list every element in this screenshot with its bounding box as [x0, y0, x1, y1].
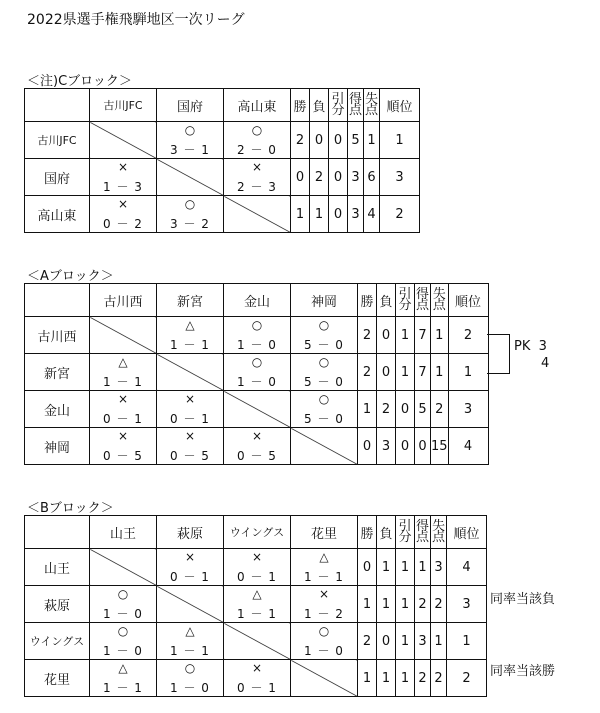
goals-for-cell: 3: [348, 159, 364, 196]
row-header-team: 萩原: [25, 586, 90, 623]
match-result: [224, 354, 290, 390]
col-header-rank: 順位: [448, 284, 488, 317]
match-result: [224, 660, 290, 696]
match-result: [157, 196, 223, 232]
result-mark: ○: [318, 624, 330, 638]
losses-cell: 1: [377, 660, 396, 697]
match-result-cell: [90, 159, 157, 196]
match-score: 0 － 1: [237, 681, 277, 695]
goals-against-cell: 1: [364, 122, 380, 159]
draws-cell: 0: [329, 122, 348, 159]
goals-against-cell: 6: [364, 159, 380, 196]
losses-cell: 0: [310, 122, 329, 159]
draws-cell: 1: [396, 623, 415, 660]
row-header-team: 国府: [25, 159, 90, 196]
pk-bracket: [487, 334, 510, 374]
match-result-cell: [157, 122, 224, 159]
diagonal-cell: [224, 391, 291, 428]
match-score: 1 － 2: [304, 607, 344, 621]
match-score: 0 － 1: [237, 570, 277, 584]
match-result-cell: [291, 354, 358, 391]
match-result: [157, 428, 223, 464]
corner-cell: [25, 516, 90, 549]
match-result: [291, 354, 357, 390]
match-result-cell: [224, 428, 291, 465]
match-result: [224, 159, 290, 195]
match-score: 0 － 5: [103, 449, 143, 463]
match-result: [291, 317, 357, 353]
col-header-loss: 負: [310, 89, 329, 122]
goals-for-cell: 2: [415, 660, 431, 697]
pk-label: PK 3: [514, 339, 547, 354]
draws-cell: 1: [396, 586, 415, 623]
row-header-team: 花里: [25, 660, 90, 697]
goals-against-cell: 15: [431, 428, 449, 465]
wins-cell: 1: [291, 196, 310, 233]
result-mark: ○: [318, 318, 330, 332]
result-mark: ×: [251, 160, 263, 174]
diagonal-cell: [157, 586, 224, 623]
result-mark: ○: [251, 318, 263, 332]
match-result-cell: [224, 660, 291, 697]
block-b-label: ＜Bブロック＞: [27, 501, 114, 516]
wins-cell: 2: [358, 354, 377, 391]
result-mark: ○: [184, 123, 196, 137]
match-score: 2 － 0: [237, 143, 277, 157]
col-header-rank: 順位: [380, 89, 420, 122]
match-result-cell: [157, 549, 224, 586]
col-header-goals-against: 失点: [431, 516, 447, 549]
match-result-cell: [291, 391, 358, 428]
losses-cell: 0: [377, 354, 396, 391]
rank-cell: 2: [380, 196, 420, 233]
goals-for-cell: 1: [415, 549, 431, 586]
goals-for-cell: 3: [415, 623, 431, 660]
table-row: [25, 549, 487, 586]
block-a-label: ＜Aブロック＞: [27, 269, 114, 284]
col-header-goals-for: 得点: [415, 284, 431, 317]
match-result-cell: [157, 317, 224, 354]
table-row: [25, 159, 420, 196]
losses-cell: 2: [377, 391, 396, 428]
match-score: 1 － 1: [170, 644, 210, 658]
match-score: 1 － 1: [170, 338, 210, 352]
result-mark: ○: [184, 197, 196, 211]
wins-cell: 1: [358, 391, 377, 428]
match-score: 0 － 1: [103, 412, 143, 426]
result-mark: △: [252, 587, 262, 601]
col-header-team: 古川西: [90, 284, 157, 317]
match-score: 0 － 1: [170, 570, 210, 584]
goals-for-cell: 7: [415, 354, 431, 391]
match-score: 1 － 0: [237, 375, 277, 389]
row-header-team: 新宮: [25, 354, 90, 391]
diagonal-cell: [90, 549, 157, 586]
wins-cell: 1: [358, 660, 377, 697]
diagonal-cell: [90, 317, 157, 354]
result-mark: ○: [184, 661, 196, 675]
match-result-cell: [224, 159, 291, 196]
match-result: [90, 196, 156, 232]
match-result: [157, 623, 223, 659]
goals-against-cell: 3: [431, 549, 447, 586]
draws-cell: 1: [396, 549, 415, 586]
losses-cell: 3: [377, 428, 396, 465]
match-score: 1 － 0: [103, 644, 143, 658]
match-result-cell: [291, 623, 358, 660]
match-result-cell: [90, 428, 157, 465]
diagonal-cell: [291, 428, 358, 465]
col-header-draw: 引分: [396, 284, 415, 317]
table-row: [25, 391, 489, 428]
diagonal-cell: [224, 196, 291, 233]
result-mark: ×: [318, 587, 330, 601]
goals-against-cell: 1: [431, 623, 447, 660]
wins-cell: 0: [291, 159, 310, 196]
result-mark: ×: [117, 392, 129, 406]
goals-against-cell: 1: [431, 354, 449, 391]
match-result-cell: [157, 196, 224, 233]
rank-cell: 1: [448, 354, 488, 391]
result-mark: ×: [251, 429, 263, 443]
table-row: [25, 623, 487, 660]
goals-for-cell: 2: [415, 586, 431, 623]
goals-for-cell: 5: [348, 122, 364, 159]
losses-cell: 0: [377, 317, 396, 354]
rank-cell: 2: [448, 317, 488, 354]
diagonal-cell: [90, 122, 157, 159]
col-header-goals-against: 失点: [431, 284, 449, 317]
col-header-team: 金山: [224, 284, 291, 317]
result-mark: ×: [117, 160, 129, 174]
pk-score-second: 4: [541, 356, 550, 371]
col-header-team: 高山東: [224, 89, 291, 122]
tiebreak-note-loss: 同率当該負: [490, 592, 556, 607]
col-header-team: 新宮: [157, 284, 224, 317]
table-row: [25, 660, 487, 697]
goals-for-cell: 7: [415, 317, 431, 354]
row-header-team: 神岡: [25, 428, 90, 465]
match-score: 1 － 1: [304, 570, 344, 584]
col-header-win: 勝: [358, 284, 377, 317]
goals-against-cell: 1: [431, 317, 449, 354]
wins-cell: 0: [358, 549, 377, 586]
rank-cell: 3: [380, 159, 420, 196]
rank-cell: 4: [448, 428, 488, 465]
col-header-team: 古川JFC: [90, 89, 157, 122]
rank-cell: 1: [447, 623, 487, 660]
match-result: [224, 549, 290, 585]
match-score: 1 － 1: [103, 681, 143, 695]
match-result-cell: [90, 586, 157, 623]
match-score: 1 － 1: [237, 607, 277, 621]
block-c-table: [24, 88, 420, 233]
draws-cell: 0: [396, 391, 415, 428]
corner-cell: [25, 284, 90, 317]
match-score: 5 － 0: [304, 338, 344, 352]
goals-for-cell: 3: [348, 196, 364, 233]
col-header-team: ウイングス: [224, 516, 291, 549]
col-header-goals-for: 得点: [348, 89, 364, 122]
col-header-team: 山王: [90, 516, 157, 549]
match-result-cell: [224, 549, 291, 586]
match-score: 5 － 0: [304, 375, 344, 389]
result-mark: ×: [251, 550, 263, 564]
match-result-cell: [157, 660, 224, 697]
match-result: [291, 623, 357, 659]
match-result-cell: [90, 391, 157, 428]
block-a-table: [24, 283, 489, 465]
match-score: 1 － 3: [103, 180, 143, 194]
wins-cell: 1: [358, 586, 377, 623]
col-header-team: 神岡: [291, 284, 358, 317]
match-result-cell: [224, 586, 291, 623]
match-result: [90, 623, 156, 659]
losses-cell: 1: [377, 549, 396, 586]
row-header-team: 古川JFC: [25, 122, 90, 159]
rank-cell: 4: [447, 549, 487, 586]
draws-cell: 1: [396, 660, 415, 697]
col-header-team: 花里: [291, 516, 358, 549]
match-result: [90, 586, 156, 622]
row-header-team: 古川西: [25, 317, 90, 354]
match-result-cell: [224, 354, 291, 391]
match-result-cell: [157, 391, 224, 428]
match-result-cell: [291, 586, 358, 623]
match-result: [224, 586, 290, 622]
table-row: [25, 586, 487, 623]
match-result-cell: [291, 317, 358, 354]
match-result: [90, 159, 156, 195]
match-score: 3 － 1: [170, 143, 210, 157]
col-header-goals-for: 得点: [415, 516, 431, 549]
goals-against-cell: 2: [431, 660, 447, 697]
losses-cell: 2: [310, 159, 329, 196]
match-score: 1 － 0: [237, 338, 277, 352]
col-header-win: 勝: [291, 89, 310, 122]
block-c-label: ＜注)Cブロック＞: [27, 74, 132, 89]
row-header-team: 高山東: [25, 196, 90, 233]
match-result: [224, 428, 290, 464]
col-header-team: 萩原: [157, 516, 224, 549]
table-row: [25, 122, 420, 159]
match-score: 0 － 1: [170, 412, 210, 426]
match-result: [157, 317, 223, 353]
col-header-team: 国府: [157, 89, 224, 122]
wins-cell: 2: [358, 623, 377, 660]
wins-cell: 2: [291, 122, 310, 159]
col-header-goals-against: 失点: [364, 89, 380, 122]
result-mark: △: [185, 318, 195, 332]
page-title: 2022県選手権飛騨地区一次リーグ: [27, 12, 245, 28]
match-result: [291, 586, 357, 622]
draws-cell: 1: [396, 317, 415, 354]
match-result-cell: [224, 122, 291, 159]
col-header-draw: 引分: [396, 516, 415, 549]
result-mark: ×: [117, 429, 129, 443]
result-mark: △: [118, 661, 128, 675]
match-result: [157, 391, 223, 427]
result-mark: ○: [318, 392, 330, 406]
result-mark: ×: [184, 429, 196, 443]
match-result: [90, 391, 156, 427]
losses-cell: 1: [310, 196, 329, 233]
result-mark: ×: [184, 392, 196, 406]
result-mark: ○: [318, 355, 330, 369]
match-result: [224, 317, 290, 353]
match-result: [291, 391, 357, 427]
losses-cell: 0: [377, 623, 396, 660]
result-mark: ○: [251, 123, 263, 137]
table-row: [25, 317, 489, 354]
result-mark: ○: [117, 624, 129, 638]
goals-against-cell: 4: [364, 196, 380, 233]
match-result: [291, 549, 357, 585]
diagonal-cell: [291, 660, 358, 697]
tiebreak-note-win: 同率当該勝: [490, 664, 556, 679]
wins-cell: 2: [358, 317, 377, 354]
result-mark: △: [118, 355, 128, 369]
match-result-cell: [90, 196, 157, 233]
match-result: [224, 122, 290, 158]
match-score: 2 － 3: [237, 180, 277, 194]
table-row: [25, 196, 420, 233]
match-result: [90, 660, 156, 696]
result-mark: ×: [117, 197, 129, 211]
diagonal-cell: [224, 623, 291, 660]
match-score: 0 － 2: [103, 217, 143, 231]
losses-cell: 1: [377, 586, 396, 623]
match-result-cell: [157, 428, 224, 465]
match-result-cell: [90, 354, 157, 391]
result-mark: △: [319, 550, 329, 564]
rank-cell: 2: [447, 660, 487, 697]
block-b-table: [24, 515, 487, 697]
draws-cell: 0: [329, 196, 348, 233]
result-mark: ×: [184, 550, 196, 564]
match-score: 1 － 0: [103, 607, 143, 621]
match-result-cell: [157, 623, 224, 660]
col-header-loss: 負: [377, 516, 396, 549]
match-score: 1 － 0: [304, 644, 344, 658]
result-mark: △: [185, 624, 195, 638]
rank-cell: 3: [447, 586, 487, 623]
result-mark: ×: [251, 661, 263, 675]
draws-cell: 0: [329, 159, 348, 196]
result-mark: ○: [251, 355, 263, 369]
wins-cell: 0: [358, 428, 377, 465]
col-header-draw: 引分: [329, 89, 348, 122]
match-result: [157, 122, 223, 158]
match-score: 3 － 2: [170, 217, 210, 231]
diagonal-cell: [157, 159, 224, 196]
goals-for-cell: 5: [415, 391, 431, 428]
match-score: 0 － 5: [237, 449, 277, 463]
result-mark: ○: [117, 587, 129, 601]
match-result: [157, 549, 223, 585]
match-result-cell: [224, 317, 291, 354]
goals-for-cell: 0: [415, 428, 431, 465]
col-header-rank: 順位: [447, 516, 487, 549]
draws-cell: 1: [396, 354, 415, 391]
draws-cell: 0: [396, 428, 415, 465]
goals-against-cell: 2: [431, 586, 447, 623]
rank-cell: 1: [380, 122, 420, 159]
match-result: [90, 428, 156, 464]
match-result-cell: [90, 660, 157, 697]
row-header-team: ウイングス: [25, 623, 90, 660]
match-result-cell: [291, 549, 358, 586]
match-score: 0 － 5: [170, 449, 210, 463]
row-header-team: 金山: [25, 391, 90, 428]
rank-cell: 3: [448, 391, 488, 428]
diagonal-cell: [157, 354, 224, 391]
table-row: [25, 428, 489, 465]
match-result: [157, 660, 223, 696]
col-header-loss: 負: [377, 284, 396, 317]
col-header-win: 勝: [358, 516, 377, 549]
match-score: 5 － 0: [304, 412, 344, 426]
match-result: [90, 354, 156, 390]
goals-against-cell: 2: [431, 391, 449, 428]
corner-cell: [25, 89, 90, 122]
match-score: 1 － 1: [103, 375, 143, 389]
match-score: 1 － 0: [170, 681, 210, 695]
table-row: [25, 354, 489, 391]
match-result-cell: [90, 623, 157, 660]
row-header-team: 山王: [25, 549, 90, 586]
